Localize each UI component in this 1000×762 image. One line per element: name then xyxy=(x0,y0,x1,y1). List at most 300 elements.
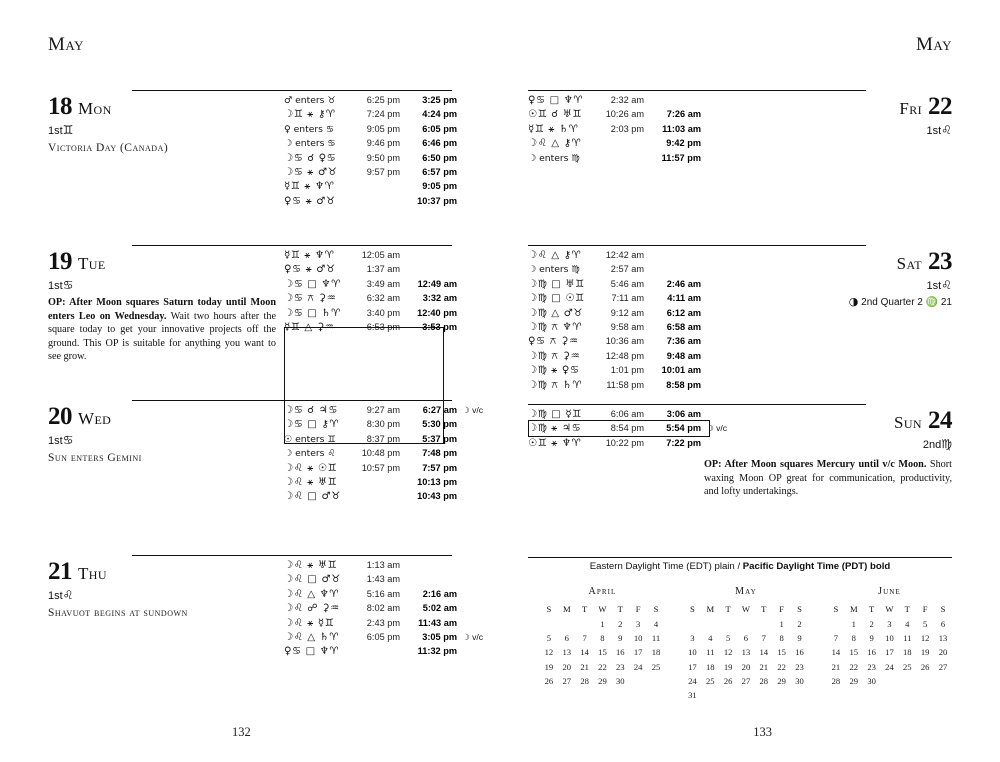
calendar-day-cell[interactable]: 20 xyxy=(562,661,572,672)
aspect-symbols: ☽♍ ⚹ ♀♋ xyxy=(528,365,580,377)
aspect-time-pdt: 3:32 am xyxy=(422,293,457,304)
page-right xyxy=(500,0,1000,762)
aspect-symbols: ☽♌ △ ⚷♈ xyxy=(528,250,582,261)
calendar-day-cell[interactable]: 14 xyxy=(580,647,589,658)
weekday-header-cell: W xyxy=(741,604,751,615)
calendar-empty-cell xyxy=(773,688,791,702)
calendar-day-cell[interactable]: 5 xyxy=(725,632,731,643)
aspect-time-pdt: 7:22 pm xyxy=(666,437,701,448)
aspect-time-edt: 8:02 am xyxy=(366,603,400,614)
calendar-day-cell[interactable]: 9 xyxy=(618,632,623,643)
aspect-row xyxy=(284,194,457,208)
aspect-list-21 xyxy=(284,558,483,659)
aspect-row xyxy=(284,403,483,417)
weekday-header-cell: T xyxy=(617,604,623,615)
calendar-empty-cell xyxy=(755,616,773,630)
aspect-time-edt: 6:32 am xyxy=(366,293,400,304)
calendar-day-cell[interactable]: 27 xyxy=(562,676,572,687)
day-number: 20 xyxy=(48,403,72,430)
aspect-row xyxy=(284,446,483,460)
calendar-day-cell[interactable]: 30 xyxy=(616,676,625,687)
calendar-week-row xyxy=(684,645,809,659)
weekday-header-cell: M xyxy=(849,604,858,615)
moon-phase-label xyxy=(48,433,276,447)
day-rule xyxy=(132,245,452,246)
timezone-plain: Eastern Daylight Time (EDT) plain xyxy=(589,561,735,572)
aspect-time-pdt: 6:27 am xyxy=(422,405,457,415)
day-heading xyxy=(48,94,278,119)
zodiac-sign-icon: ♌ xyxy=(941,278,952,292)
aspect-time-pdt: 7:48 pm xyxy=(422,448,457,459)
day-weekday: Tue xyxy=(78,254,106,273)
calendar-day-cell[interactable]: 6 xyxy=(743,632,749,643)
aspect-symbols: ♀♋ □ ♆♈ xyxy=(284,646,340,658)
aspect-time-edt: 12:48 pm xyxy=(605,350,644,361)
calendar-day-cell[interactable]: 11 xyxy=(706,647,715,658)
calendar-day-cell[interactable]: 8 xyxy=(600,632,605,643)
aspect-list-24 xyxy=(528,407,727,450)
aspect-time-edt: 1:13 am xyxy=(366,560,400,570)
aspect-time-edt: 5:46 am xyxy=(610,278,644,289)
calendar-empty-cell xyxy=(684,616,702,630)
calendar-day-cell[interactable]: 13 xyxy=(562,647,572,658)
aspect-symbols: ☽ enters ♌ xyxy=(284,448,336,460)
aspect-row xyxy=(284,291,457,305)
aspect-list-20 xyxy=(284,403,483,504)
calendar-day-cell[interactable]: 1 xyxy=(779,618,784,629)
aspect-time-pdt: 7:36 am xyxy=(666,336,701,347)
calendar-day-cell[interactable]: 9 xyxy=(797,632,802,643)
day-weekday: Thu xyxy=(78,564,107,583)
calendar-day-cell[interactable]: 2 xyxy=(797,618,802,629)
aspect-time-edt: 3:49 am xyxy=(366,278,400,289)
aspect-symbols: ☽♊ ⚹ ⚷♈ xyxy=(284,109,336,121)
aspect-symbols: ☽♍ △ ♂♉ xyxy=(528,307,584,319)
aspect-symbols: ☽♍ ⚻ ♆♈ xyxy=(528,321,582,333)
aspect-symbols: ☽♋ ⚹ ♂♉ xyxy=(284,166,338,178)
day-number: 18 xyxy=(48,93,72,120)
aspect-row xyxy=(284,601,483,615)
calendar-day-cell[interactable]: 27 xyxy=(938,661,948,672)
aspect-row xyxy=(528,122,701,136)
phase-text: 1st xyxy=(926,280,942,292)
aspect-row xyxy=(284,630,483,644)
aspect-row xyxy=(528,151,701,165)
aspect-row xyxy=(528,291,701,305)
calendar-day-cell[interactable]: 19 xyxy=(920,647,930,658)
day-heading xyxy=(48,249,276,274)
mini-calendar-month-title: April xyxy=(588,586,617,597)
aspect-time-pdt: 3:25 pm xyxy=(422,95,457,105)
aspect-time-edt: 9:57 pm xyxy=(366,166,400,177)
phase-text: 1st xyxy=(926,125,942,137)
weekday-header-cell: F xyxy=(922,604,928,615)
calendar-day-cell[interactable]: 9 xyxy=(869,632,874,643)
calendar-day-cell[interactable]: 21 xyxy=(831,661,841,672)
calendar-empty-cell xyxy=(719,688,737,702)
day-heading xyxy=(48,559,276,584)
aspect-time-edt: 3:40 pm xyxy=(366,307,400,318)
timezone-legend xyxy=(528,561,952,572)
calendar-day-cell[interactable]: 23 xyxy=(616,661,625,672)
calendar-day-cell[interactable]: 28 xyxy=(580,676,589,687)
aspect-symbols: ☽♍ ⚻ ⚳♒ xyxy=(528,350,581,362)
aspect-symbols: ☽♋ □ ♆♈ xyxy=(284,278,341,290)
weekday-header-cell: T xyxy=(581,604,588,615)
weekday-header-cell: S xyxy=(690,604,695,615)
aspect-time-pdt: 6:58 am xyxy=(666,321,701,332)
day-weekday: Fri xyxy=(899,99,922,118)
aspect-row xyxy=(284,277,457,291)
phase-text: 2nd xyxy=(922,439,942,451)
calendar-day-cell[interactable]: 31 xyxy=(688,690,697,701)
calendar-day-cell[interactable]: 8 xyxy=(851,632,856,643)
aspect-symbols: ☽ enters ♋ xyxy=(284,138,336,150)
running-head-right: May xyxy=(916,34,952,55)
weekday-header-cell: S xyxy=(653,604,659,615)
aspect-symbols: ☽♌ ⚹ ♅♊ xyxy=(284,476,338,488)
calendar-day-cell[interactable]: 3 xyxy=(690,632,695,643)
calendar-week-row xyxy=(684,616,809,630)
calendar-day-cell[interactable]: 22 xyxy=(777,661,786,672)
calendar-week-row xyxy=(540,631,665,645)
aspect-time-edt: 9:27 am xyxy=(366,405,400,415)
calendar-day-cell[interactable]: 4 xyxy=(653,618,659,629)
calendar-week-row xyxy=(684,631,809,645)
aspect-row xyxy=(284,587,483,601)
calendar-empty-cell xyxy=(719,616,737,630)
holiday-note: Sun enters Gemini xyxy=(48,452,142,464)
calendar-day-cell[interactable]: 6 xyxy=(564,632,569,643)
calendar-day-cell[interactable]: 24 xyxy=(885,661,894,672)
mini-calendar-april xyxy=(540,586,665,703)
aspect-symbols: ☿♊ ⚹ ♆♈ xyxy=(284,250,335,261)
moon-phase-label xyxy=(48,278,276,292)
aspect-time-edt: 9:05 pm xyxy=(366,123,400,134)
calendar-day-cell[interactable]: 21 xyxy=(580,661,589,672)
weekday-header-cell: M xyxy=(562,604,571,615)
calendar-day-cell[interactable]: 30 xyxy=(795,676,804,687)
day-heading xyxy=(704,408,952,433)
day-heading xyxy=(772,94,952,119)
calendar-day-cell[interactable]: 18 xyxy=(705,661,715,672)
zodiac-sign-icon: ♋ xyxy=(62,433,74,447)
calendar-empty-cell xyxy=(827,616,845,630)
calendar-day-cell[interactable]: 1 xyxy=(851,618,856,629)
holiday-note: Shavuot begins at sundown xyxy=(48,607,188,619)
aspect-symbols: ☽♌ △ ♄♈ xyxy=(284,631,340,643)
aspect-row xyxy=(284,320,457,334)
aspect-time-pdt: 11:43 am xyxy=(418,617,457,628)
calendar-week-row xyxy=(540,660,665,674)
aspect-symbols: ☉♊ ⚹ ♆♈ xyxy=(528,437,582,449)
calendar-day-cell[interactable]: 19 xyxy=(544,661,554,672)
calendar-day-cell[interactable]: 27 xyxy=(741,676,751,687)
aspect-time-edt: 2:32 am xyxy=(610,95,644,105)
calendar-day-cell[interactable]: 22 xyxy=(849,661,859,672)
aspect-time-edt: 6:05 pm xyxy=(366,631,400,642)
aspect-time-edt: 6:53 pm xyxy=(366,321,400,332)
calendar-day-cell[interactable]: 5 xyxy=(922,618,928,629)
aspect-symbols: ☽ enters ♍ xyxy=(528,152,580,164)
moon-quarter-note xyxy=(752,295,952,308)
aspect-time-edt: 11:58 pm xyxy=(606,379,644,390)
weekday-header-cell: F xyxy=(635,604,641,615)
aspect-time-pdt: 6:57 pm xyxy=(422,166,457,177)
calendar-day-cell[interactable]: 26 xyxy=(723,676,733,687)
calendar-day-cell[interactable]: 20 xyxy=(741,661,751,672)
aspect-time-edt: 8:30 pm xyxy=(366,419,400,430)
calendar-day-cell[interactable]: 18 xyxy=(651,647,661,658)
aspect-time-pdt: 10:13 pm xyxy=(417,476,457,487)
calendar-empty-cell xyxy=(701,616,719,630)
calendar-day-cell[interactable]: 8 xyxy=(779,632,784,643)
calendar-day-cell[interactable]: 11 xyxy=(651,632,661,643)
aspect-row xyxy=(528,136,701,150)
day-number: 22 xyxy=(928,93,952,120)
calendar-week-row xyxy=(827,674,952,688)
op-description-19 xyxy=(48,296,276,364)
weekday-header-row xyxy=(684,602,809,616)
calendar-day-cell[interactable]: 26 xyxy=(920,661,930,672)
aspect-time-pdt: 10:37 pm xyxy=(417,195,457,206)
aspect-symbols: ☉♊ ☌ ♅♊ xyxy=(528,109,583,121)
aspect-symbols: ☽♌ △ ⚷♈ xyxy=(528,138,582,150)
calendar-day-cell[interactable]: 15 xyxy=(598,647,607,658)
calendar-day-cell[interactable]: 23 xyxy=(795,661,804,672)
calendar-day-cell[interactable]: 29 xyxy=(598,676,607,687)
calendar-day-cell[interactable]: 14 xyxy=(759,647,769,658)
calendar-day-cell[interactable]: 12 xyxy=(544,647,554,658)
calendar-day-cell[interactable]: 28 xyxy=(831,676,841,687)
calendar-day-cell[interactable]: 16 xyxy=(795,647,804,658)
aspect-symbols: ☽♌ ☍ ⚳♒ xyxy=(284,603,340,615)
quarter-text: 2nd Quarter 2 ♍ 21 xyxy=(861,297,952,308)
aspect-row xyxy=(528,262,701,276)
calendar-day-cell[interactable]: 5 xyxy=(546,632,552,643)
calendar-day-cell[interactable]: 19 xyxy=(723,661,733,672)
op-body: Wait two hours after the square today to get your innovative projects off the ground. This OP is suitable for anything you want to see grow. xyxy=(48,310,276,363)
aspect-time-pdt: 12:40 pm xyxy=(417,307,457,318)
calendar-week-row xyxy=(540,616,665,630)
moon-phase-label xyxy=(704,437,952,451)
phase-text: 1st xyxy=(48,125,63,137)
calendar-day-cell[interactable]: 20 xyxy=(938,647,948,658)
aspect-symbols: ☽♋ ☌ ♃♋ xyxy=(284,405,339,416)
aspect-row xyxy=(284,417,483,431)
calendar-day-cell[interactable]: 30 xyxy=(867,676,876,687)
calendar-day-cell[interactable]: 7 xyxy=(833,632,839,643)
day-rule xyxy=(132,90,452,91)
calendar-day-cell[interactable]: 13 xyxy=(938,632,948,643)
aspect-list-22 xyxy=(528,93,701,165)
calendar-day-cell[interactable]: 25 xyxy=(903,661,912,672)
calendar-day-cell[interactable]: 24 xyxy=(633,661,643,672)
calendar-empty-cell xyxy=(755,688,773,702)
calendar-band-rule xyxy=(528,557,952,558)
calendar-day-cell[interactable]: 3 xyxy=(887,618,892,629)
day-header-block-22 xyxy=(772,94,952,137)
calendar-day-cell[interactable]: 22 xyxy=(598,661,607,672)
aspect-row xyxy=(284,179,457,193)
op-description-24 xyxy=(704,458,952,499)
zodiac-sign-icon: ♌ xyxy=(62,588,74,602)
calendar-week-row xyxy=(827,645,952,659)
day-header-block-21 xyxy=(48,559,276,619)
mini-calendar-grid xyxy=(540,602,665,688)
calendar-day-cell[interactable]: 10 xyxy=(633,632,643,643)
day-weekday: Mon xyxy=(78,99,112,118)
aspect-list-23 xyxy=(528,248,701,392)
calendar-day-cell[interactable]: 16 xyxy=(616,647,625,658)
aspect-symbols: ♀♋ ⚹ ♂♉ xyxy=(284,264,336,276)
aspect-symbols: ☽♍ □ ☉♊ xyxy=(528,293,585,305)
aspect-time-edt: 9:46 pm xyxy=(366,138,400,149)
aspect-time-pdt: 3:06 am xyxy=(666,409,701,419)
day-rule xyxy=(132,400,452,401)
aspect-row xyxy=(284,432,483,446)
day-number: 21 xyxy=(48,558,72,585)
calendar-day-cell[interactable]: 24 xyxy=(688,676,697,687)
calendar-day-cell[interactable]: 3 xyxy=(635,618,641,629)
calendar-day-cell[interactable]: 13 xyxy=(741,647,751,658)
calendar-day-cell[interactable]: 12 xyxy=(920,632,930,643)
aspect-symbols: ☽♍ □ ♅♊ xyxy=(528,278,585,290)
aspect-time-edt: 2:57 am xyxy=(610,264,644,275)
aspect-symbols: ♀♋ ⚹ ♂♉ xyxy=(284,195,336,207)
calendar-day-cell[interactable]: 10 xyxy=(885,632,894,643)
aspect-list-19 xyxy=(284,248,457,334)
calendar-day-cell[interactable]: 15 xyxy=(777,647,786,658)
aspect-time-edt: 2:43 pm xyxy=(366,617,400,628)
aspect-time-edt: 6:06 am xyxy=(610,409,644,419)
aspect-time-pdt: 4:11 am xyxy=(667,293,701,304)
day-header-block-24 xyxy=(704,408,952,499)
calendar-day-cell[interactable]: 4 xyxy=(905,618,910,629)
aspect-time-edt: 9:50 pm xyxy=(366,152,400,163)
calendar-week-row xyxy=(540,645,665,659)
aspect-time-edt: 10:26 am xyxy=(605,109,644,120)
calendar-day-cell[interactable]: 7 xyxy=(582,632,587,643)
aspect-time-pdt: 4:24 pm xyxy=(422,109,457,120)
aspect-time-pdt: 5:37 pm xyxy=(422,433,457,444)
aspect-row xyxy=(284,306,457,320)
aspect-row xyxy=(284,489,483,503)
calendar-day-cell[interactable]: 17 xyxy=(633,647,643,658)
aspect-time-edt: 10:57 pm xyxy=(361,462,400,473)
aspect-row xyxy=(284,461,483,475)
calendar-day-cell[interactable]: 26 xyxy=(544,676,554,687)
day-header-block-20 xyxy=(48,404,276,464)
aspect-time-edt: 7:24 pm xyxy=(366,109,400,120)
calendar-day-cell[interactable]: 16 xyxy=(867,647,876,658)
aspect-row xyxy=(284,644,483,658)
day-rule xyxy=(528,404,866,405)
calendar-day-cell[interactable]: 15 xyxy=(849,647,859,658)
calendar-day-cell[interactable]: 23 xyxy=(867,661,876,672)
calendar-day-cell[interactable]: 10 xyxy=(688,647,697,658)
calendar-day-cell[interactable]: 18 xyxy=(903,647,912,658)
day-rule xyxy=(528,90,866,91)
aspect-time-edt: 12:05 am xyxy=(361,250,400,260)
calendar-day-cell[interactable]: 14 xyxy=(831,647,841,658)
aspect-symbols: ☽♋ ☌ ♀♋ xyxy=(284,152,337,164)
aspect-time-pdt: 3:05 pm xyxy=(422,631,457,642)
aspect-time-pdt: 7:57 pm xyxy=(422,462,457,473)
calendar-day-cell[interactable]: 1 xyxy=(600,618,605,629)
void-of-course-marker: ☽ v/c xyxy=(462,631,484,643)
phase-text: 1st xyxy=(48,280,63,292)
calendar-empty-cell xyxy=(576,616,594,630)
aspect-symbols: ☽♌ ⚹ ☉♊ xyxy=(284,462,338,474)
calendar-day-cell[interactable]: 28 xyxy=(759,676,769,687)
zodiac-sign-icon: ♊ xyxy=(62,123,74,137)
aspect-time-pdt: 3:53 pm xyxy=(422,321,457,332)
aspect-time-pdt: 5:02 am xyxy=(422,603,457,614)
running-head-left: May xyxy=(48,34,84,55)
calendar-day-cell[interactable]: 2 xyxy=(869,618,874,629)
calendar-day-cell[interactable]: 6 xyxy=(940,618,946,629)
op-headline: OP: After Moon squares Mercury until v/c Moon. xyxy=(704,459,927,470)
calendar-day-cell[interactable]: 4 xyxy=(708,632,713,643)
calendar-day-cell[interactable]: 12 xyxy=(723,647,733,658)
aspect-time-edt: 6:25 pm xyxy=(366,95,400,105)
aspect-row xyxy=(528,306,701,320)
aspect-time-edt: 10:36 am xyxy=(605,336,644,347)
calendar-day-cell[interactable]: 29 xyxy=(849,676,859,687)
aspect-row xyxy=(284,151,457,165)
calendar-day-cell[interactable]: 29 xyxy=(777,676,786,687)
weekday-header-cell: M xyxy=(706,604,715,615)
aspect-symbols: ☽♋ ⚻ ⚳♒ xyxy=(284,293,337,305)
calendar-day-cell[interactable]: 2 xyxy=(618,618,623,629)
calendar-day-cell[interactable]: 17 xyxy=(885,647,894,658)
weekday-header-cell: T xyxy=(761,604,767,615)
aspect-row xyxy=(528,320,701,334)
aspect-time-pdt: 2:16 am xyxy=(422,588,457,599)
aspect-row xyxy=(284,558,483,572)
aspect-time-pdt: 10:43 pm xyxy=(417,491,457,502)
calendar-day-cell[interactable]: 25 xyxy=(651,661,661,672)
zodiac-sign-icon: ♌ xyxy=(941,123,952,137)
aspect-time-pdt: 6:12 am xyxy=(666,307,701,318)
aspect-time-edt: 1:37 am xyxy=(366,264,400,275)
zodiac-sign-icon: ♍ xyxy=(941,437,952,451)
aspect-symbols: ☽ enters ♍ xyxy=(528,264,580,276)
op-headline: OP: After Moon squares Saturn today until Moon enters Leo on Wednesday. xyxy=(48,297,276,322)
mini-calendar-grid xyxy=(684,602,809,703)
day-header-block-18 xyxy=(48,94,278,154)
weekday-header-cell: S xyxy=(546,604,552,615)
calendar-day-cell[interactable]: 21 xyxy=(759,661,769,672)
mini-calendar-month-title: June xyxy=(878,586,901,597)
aspect-row xyxy=(284,262,457,276)
aspect-symbols: ☽♍ □ ☿♊ xyxy=(528,409,582,420)
calendar-day-cell[interactable]: 11 xyxy=(903,632,912,643)
aspect-symbols: ♀♋ ⚻ ⚳♒ xyxy=(528,336,579,348)
page-number-right: 133 xyxy=(753,725,772,739)
calendar-day-cell[interactable]: 7 xyxy=(761,632,766,643)
calendar-day-cell[interactable]: 25 xyxy=(705,676,715,687)
calendar-day-cell[interactable]: 17 xyxy=(688,661,697,672)
calendar-empty-cell xyxy=(898,674,916,688)
aspect-row xyxy=(528,107,701,121)
mini-calendar-month-title: May xyxy=(735,586,757,597)
calendar-empty-cell xyxy=(791,688,809,702)
aspect-symbols: ☿♊ △ ⚳♒ xyxy=(284,321,335,333)
weekday-header-row xyxy=(540,602,665,616)
aspect-row xyxy=(528,421,727,435)
